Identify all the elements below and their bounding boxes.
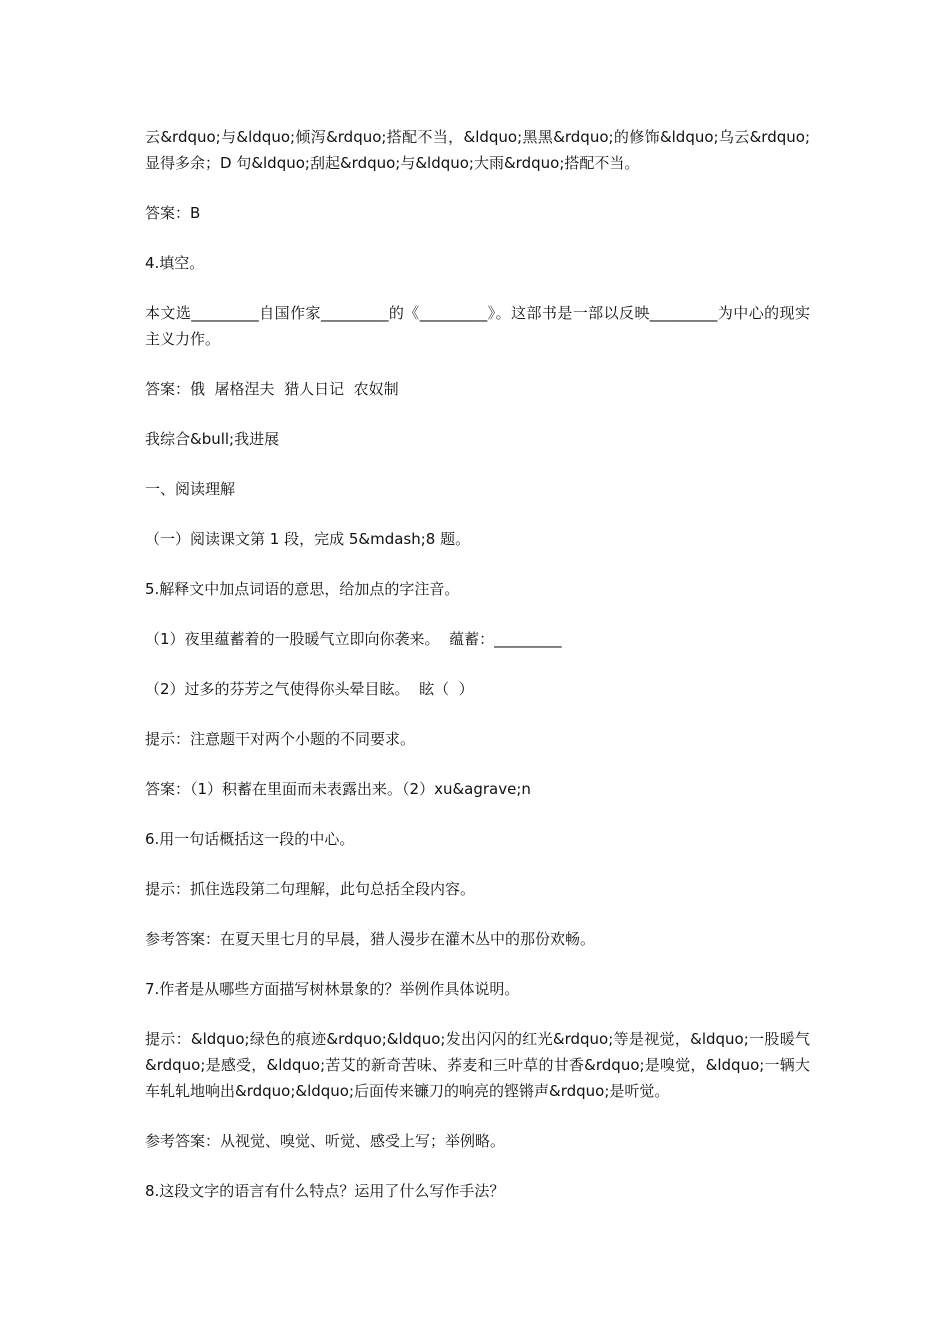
answer-line: 答案：俄 屠格涅夫 猎人日记 农奴制 (145, 380, 399, 398)
question-heading: 8.这段文字的语言有什么特点？运用了什么写作手法？ (145, 1182, 505, 1200)
section-heading: 一、阅读理解 (145, 480, 236, 498)
question-heading: 6.用一句话概括这一段的中心。 (145, 830, 355, 848)
question-heading: 4.填空。 (145, 254, 205, 272)
sub-question-line: （1）夜里蕴蓄着的一股暖气立即向你袭来。 蕴蓄：_________ (145, 630, 562, 648)
section-heading: 我综合&bull;我进展 (145, 430, 280, 448)
document-body (145, 124, 810, 1228)
reference-answer-line: 参考答案：从视觉、嗅觉、听觉、感受上写；举例略。 (145, 1132, 506, 1150)
sub-question-line: （2）过多的芬芳之气使得你头晕目眩。 眩（ ） (145, 680, 474, 698)
question-heading: 5.解释文中加点词语的意思，给加点的字注音。 (145, 580, 460, 598)
hint-line: 提示：注意题干对两个小题的不同要求。 (145, 730, 416, 748)
fill-in-paragraph: 本文选_________自国作家_________的《_________》。这部书是一部以反映_________为中心的现实主义力作。 (145, 304, 810, 348)
hint-paragraph: 提示：&ldquo;绿色的痕迹&rdquo;&ldquo;发出闪闪的红光&rdquo;等是视觉，&ldquo;一股暖气&rdquo;是感受，&ldquo;苦艾的新奇苦味、荞麦和三叶草的甘香&rdquo;是嗅觉，&ldquo;一辆大车轧轧地响出&rdquo;&ldquo;后面传来镰刀的响亮的铿锵声&rdquo;是听觉。 (145, 1030, 810, 1100)
answer-line: 答案：B (145, 204, 201, 222)
answer-line: 答案：（1）积蓄在里面而未表露出来。（2）xu&agrave;n (145, 780, 531, 798)
reference-answer-line: 参考答案：在夏天里七月的早晨，猎人漫步在灌木丛中的那份欢畅。 (145, 930, 596, 948)
hint-line: 提示：抓住选段第二句理解，此句总括全段内容。 (145, 880, 476, 898)
answer-explanation-paragraph: 云&rdquo;与&ldquo;倾泻&rdquo;搭配不当，&ldquo;黑黑&rdquo;的修饰&ldquo;乌云&rdquo;显得多余；D 句&ldquo;刮起&rdquo;与&ldquo;大雨&rdquo;搭配不当。 (145, 128, 810, 172)
instruction-line: （一）阅读课文第 1 段，完成 5&mdash;8 题。 (145, 530, 471, 548)
question-heading: 7.作者是从哪些方面描写树林景象的？举例作具体说明。 (145, 980, 520, 998)
